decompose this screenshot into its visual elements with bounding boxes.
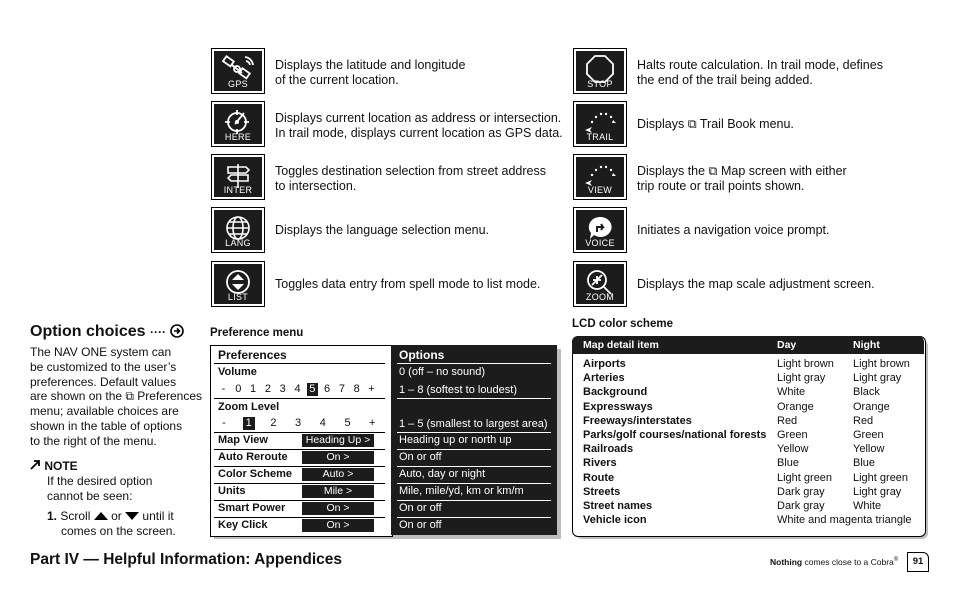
down-arrow-icon — [125, 512, 139, 520]
volume-step[interactable]: 7 — [338, 383, 345, 395]
lcd-day: Light gray — [777, 372, 826, 385]
lcd-night: Green — [853, 429, 884, 441]
volume-option: 0 (off – no sound) — [399, 366, 486, 378]
lcd-item: Arteries — [583, 372, 625, 385]
icon-label: INTER — [223, 185, 253, 195]
description-line: Displays the language selection menu. — [275, 223, 490, 237]
volume-step[interactable]: 2 — [264, 383, 271, 395]
description-line: Toggles destination selection from street address — [275, 164, 546, 178]
lcd-day: Blue — [777, 457, 800, 470]
pref-row-value[interactable]: Heading Up > — [302, 434, 374, 447]
note-line: If the desired option — [47, 474, 153, 488]
volume-step[interactable]: 3 — [279, 383, 286, 395]
body-line: are shown on the ⧉ Preferences — [30, 389, 202, 404]
page-number: 91 — [907, 552, 929, 572]
lcd-caption: LCD color scheme — [572, 318, 673, 330]
divider — [214, 363, 385, 364]
volume-step[interactable]: 6 — [324, 383, 331, 395]
lcd-day: Yellow — [777, 443, 809, 456]
stop-button[interactable] — [573, 48, 627, 94]
pref-row-value[interactable]: On > — [302, 451, 374, 464]
lcd-night: Yellow — [853, 443, 885, 456]
divider — [214, 398, 385, 399]
pref-row-option: Auto, day or night — [399, 468, 486, 480]
lcd-day: Dark gray — [777, 500, 825, 512]
here-button[interactable] — [211, 101, 265, 147]
volume-step[interactable]: 0 — [235, 383, 242, 395]
tagline-bold: Nothing — [770, 557, 803, 567]
body-line: to the right of the menu. — [30, 433, 157, 448]
icon-label: LANG — [225, 238, 251, 248]
pref-row-value[interactable]: Mile > — [302, 485, 374, 498]
section-title: Part IV — Helpful Information: Appendices — [30, 551, 343, 568]
description-line: the end of the trail being added. — [637, 73, 813, 87]
lcd-day: White and magenta triangle — [777, 514, 912, 527]
lcd-table-header — [572, 336, 924, 354]
description-line: to intersection. — [275, 179, 357, 193]
divider — [397, 500, 551, 501]
pref-row-label: Units — [218, 485, 246, 497]
stop-description — [637, 58, 883, 88]
icon-label: TRAIL — [586, 132, 614, 142]
lcd-item: Background — [583, 386, 648, 399]
pref-row-label: Map View — [218, 434, 268, 446]
lcd-day: Light green — [777, 471, 833, 484]
volume-step[interactable]: 4 — [294, 383, 301, 395]
note-line: cannot be seen: — [47, 488, 133, 503]
lcd-item: Vehicle icon — [583, 514, 647, 527]
view-description — [637, 164, 847, 194]
lcd-item: Route — [583, 471, 615, 484]
divider — [397, 432, 551, 433]
up-arrow-icon — [94, 512, 108, 520]
lcd-item: Rivers — [583, 457, 617, 470]
list-button[interactable] — [211, 261, 265, 307]
body-line: The NAV ONE system can — [30, 345, 172, 359]
zoom-step[interactable]: 5 — [344, 417, 351, 429]
lcd-night: Red — [853, 414, 874, 427]
lcd-day: Green — [777, 429, 808, 441]
pref-menu-caption: Preference menu — [210, 327, 304, 339]
description-line: Displays the ⧉ Map screen with either — [637, 164, 847, 178]
icon-label: ZOOM — [585, 292, 615, 302]
gps-description — [275, 58, 465, 88]
description-line: Displays ⧉ Trail Book menu. — [637, 117, 794, 131]
gps-button[interactable] — [211, 48, 265, 94]
list-description — [275, 277, 540, 292]
zoom-scale[interactable] — [216, 417, 376, 431]
zoom-step[interactable]: 2 — [270, 417, 277, 429]
pref-row-value[interactable]: On > — [302, 502, 374, 515]
divider — [397, 466, 551, 467]
registered-mark: ® — [893, 557, 899, 564]
volume-step[interactable]: - — [221, 383, 226, 395]
arrow-circle-icon — [170, 324, 184, 343]
pref-row-label: Key Click — [218, 519, 268, 531]
lcd-item: Freeways/interstates — [583, 414, 692, 427]
description-line: Toggles data entry from spell mode to list mode. — [275, 277, 541, 291]
volume-step[interactable]: 5 — [307, 383, 318, 396]
lcd-day: White — [777, 386, 806, 399]
icon-face — [214, 157, 262, 197]
lcd-item: Parks/golf courses/national forests — [583, 429, 767, 441]
pref-row-label: Auto Reroute — [218, 451, 288, 463]
step-text: Scroll — [60, 509, 91, 523]
step-number: 1. — [47, 509, 58, 523]
description-line: In trail mode, displays current location as GPS data. — [275, 126, 563, 140]
body-line: preferences. Default values — [30, 374, 177, 389]
zoom-step[interactable]: 1 — [243, 417, 255, 430]
lcd-item: Street names — [583, 500, 653, 512]
icon-label: HERE — [224, 132, 252, 142]
divider — [214, 432, 385, 433]
zoom-step[interactable]: + — [368, 417, 376, 429]
note-title: NOTE — [44, 459, 78, 473]
icon-label: STOP — [587, 79, 613, 89]
pref-row-option: On or off — [399, 519, 442, 531]
lcd-night: Light gray — [853, 485, 902, 498]
body-line: menu; available choices are — [30, 404, 179, 419]
lcd-night: Blue — [853, 457, 876, 470]
description-line: Displays current location as address or intersection. — [275, 111, 562, 125]
voice-button[interactable] — [573, 207, 627, 253]
tagline — [770, 557, 898, 567]
divider — [214, 483, 385, 484]
pref-row-value[interactable]: On > — [302, 519, 374, 532]
description-line: Displays the map scale adjustment screen. — [637, 277, 875, 291]
lcd-day: Dark gray — [777, 485, 825, 498]
zoom-button[interactable] — [573, 261, 627, 307]
divider — [214, 466, 385, 467]
voice-description — [637, 223, 829, 238]
option-choices-heading — [30, 323, 184, 343]
lcd-day: Red — [777, 414, 798, 427]
option-choices-body — [30, 345, 202, 449]
zoom-description — [637, 277, 875, 292]
icon-label: LIST — [227, 292, 249, 302]
trail-button[interactable] — [573, 101, 627, 147]
icon-label: VIEW — [587, 185, 613, 195]
icon-face — [214, 210, 262, 250]
divider — [214, 517, 385, 518]
description-line: trip route or trail points shown. — [637, 179, 805, 193]
pref-row-value[interactable]: Auto > — [302, 468, 374, 481]
volume-scale[interactable] — [216, 383, 375, 397]
volume-step[interactable]: + — [368, 383, 375, 395]
description-line: Displays the latitude and longitude — [275, 58, 466, 72]
description-line: Initiates a navigation voice prompt. — [637, 223, 830, 237]
lcd-header-night: Night — [853, 339, 880, 351]
icon-label: GPS — [228, 79, 248, 89]
lcd-header-day: Day — [777, 339, 797, 351]
divider — [397, 363, 551, 364]
lcd-night: White — [853, 500, 882, 512]
zoom-step[interactable]: 4 — [319, 417, 326, 429]
pref-row-option: On or off — [399, 451, 442, 463]
inter-button[interactable] — [211, 154, 265, 200]
lcd-night: Light brown — [853, 358, 910, 370]
lcd-day: Light brown — [777, 358, 834, 370]
icon-face — [214, 104, 262, 144]
volume-label: Volume — [218, 366, 257, 378]
pref-row-option: Heading up or north up — [399, 434, 512, 446]
icon-face — [576, 104, 624, 144]
lcd-header-item: Map detail item — [583, 339, 659, 351]
volume-step[interactable]: 8 — [353, 383, 360, 395]
view-button[interactable] — [573, 154, 627, 200]
icon-face — [214, 264, 262, 304]
volume-option-range: 1 – 8 (softest to loudest) — [399, 384, 518, 396]
option-choices-title: Option choices — [30, 323, 146, 340]
lcd-night: Orange — [853, 400, 890, 413]
lcd-night: Light green — [853, 471, 909, 484]
zoom-level-label: Zoom Level — [218, 401, 280, 413]
note-step — [47, 509, 176, 539]
icon-face — [576, 51, 624, 91]
divider — [214, 449, 385, 450]
description-line: Halts route calculation. In trail mode, defines — [637, 58, 883, 72]
icon-face — [214, 51, 262, 91]
body-line: be customized to the user’s — [30, 359, 177, 374]
lcd-night: Light gray — [853, 372, 902, 385]
volume-step[interactable]: 1 — [250, 383, 257, 395]
lang-button[interactable] — [211, 207, 265, 253]
lcd-item: Railroads — [583, 443, 634, 456]
note-heading — [30, 459, 78, 474]
zoom-step[interactable]: - — [222, 417, 226, 429]
lcd-item: Expressways — [583, 400, 653, 413]
description-line: of the current location. — [275, 73, 399, 87]
pref-row-option: Mile, mile/yd, km or km/m — [399, 485, 524, 497]
lcd-night: Black — [853, 386, 880, 399]
pref-row-label: Smart Power — [218, 502, 286, 514]
icon-face — [576, 264, 624, 304]
divider — [214, 500, 385, 501]
note-arrow-icon — [30, 459, 44, 473]
divider — [397, 483, 551, 484]
icon-label: VOICE — [585, 238, 615, 248]
step-or: or — [111, 509, 122, 523]
lcd-day: Orange — [777, 400, 814, 413]
icon-face — [576, 210, 624, 250]
zoom-option: 1 – 5 (smallest to largest area) — [399, 418, 548, 430]
lang-description — [275, 223, 489, 238]
inter-description — [275, 164, 546, 194]
pref-row-option: On or off — [399, 502, 442, 514]
divider — [397, 398, 551, 399]
tagline-rest: comes close to a Cobra — [804, 557, 894, 567]
step-text: until it — [142, 509, 174, 523]
lcd-item: Airports — [583, 358, 626, 370]
zoom-step[interactable]: 3 — [295, 417, 302, 429]
divider — [397, 517, 551, 518]
icon-face — [576, 157, 624, 197]
lcd-item: Streets — [583, 485, 621, 498]
note-body — [47, 474, 152, 504]
options-header: Options — [399, 348, 445, 362]
here-description — [275, 111, 563, 141]
trail-description — [637, 117, 794, 132]
step-text-line2: comes on the screen. — [61, 523, 176, 538]
body-line: shown in the table of options — [30, 418, 183, 433]
pref-row-label: Color Scheme — [218, 468, 292, 480]
divider — [397, 449, 551, 450]
option-choices-dots: ···· — [150, 325, 167, 339]
preferences-header: Preferences — [218, 348, 287, 362]
